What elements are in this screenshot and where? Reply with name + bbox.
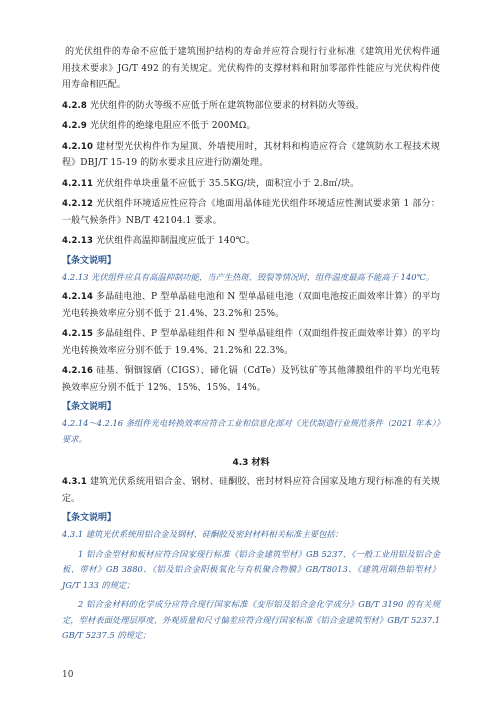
clause-number: 4.2.10 xyxy=(62,141,94,152)
paragraph xyxy=(62,44,440,94)
explanation-text: 4.2.14～4.2.16 条组件光电转换效率应符合工业和信息化部对《光伏制造行业规范条件（2021 年本）》要求。 xyxy=(62,418,440,444)
paragraph xyxy=(62,139,440,172)
explanation-heading: 【条文说明】 xyxy=(62,513,117,523)
clause-number: 4.2.13 xyxy=(62,236,94,246)
paragraph xyxy=(62,326,440,359)
paragraph xyxy=(62,176,440,193)
explanation-heading: 【条文说明】 xyxy=(62,402,117,412)
paragraph xyxy=(62,98,440,115)
clause-number: 4.2.8 xyxy=(62,100,87,111)
clause-text: 光伏组件的绝缘电阻应不低于 200MΩ。 xyxy=(89,121,256,131)
clause-text: 建筑光伏系统用铝合金、钢材、硅酮胶、密封材料应符合国家及地方现行标准的有关规定。 xyxy=(62,477,440,504)
paragraph xyxy=(62,118,440,135)
paragraph xyxy=(62,363,440,396)
explanation-text: 4.2.13 光伏组件应具有高温抑制功能，当产生热斑、毁裂等情况时，组件温度最高不能高于 140℃。 xyxy=(62,271,435,282)
explanation-heading: 【条文说明】 xyxy=(62,255,117,266)
page-number: 10 xyxy=(62,670,74,680)
paragraph xyxy=(62,233,440,250)
clause-text: 光伏组件高温抑制温度应低于 140℃。 xyxy=(96,236,255,246)
clause-number: 4.2.15 xyxy=(62,329,94,339)
clause-number: 4.2.11 xyxy=(62,178,94,189)
clause-number: 4.2.14 xyxy=(62,292,94,302)
clause-text: 光伏组件单块重量不应低于 35.5KG/块，面积宜小于 2.8㎡/块。 xyxy=(96,178,360,189)
paragraph xyxy=(62,474,440,507)
explanation-text: 2 铝合金材料的化学成分应符合现行国家标准《变形铝及铝合金化学成分》GB/T 3190 的有关规定，型材表面处理层厚度、外观质量和尺寸偏差应符合现行国家标准《铝合金建筑型材》GB/T 5237.1 GB/T 5237.5 的规定； xyxy=(62,599,440,640)
clause-text: 光伏组件环境适应性应符合《地面用晶体硅光伏组件环境适应性测试要求第 1 部分：一般气候条件》NB/T 42104.1 要求。 xyxy=(62,199,440,226)
clause-text: 多晶硅电池、P 型单晶硅电池和 N 型单晶硅电池（双面电池按正面效率计算）的平均光电转换效率应分别不低于 21.4%、23.2%和 25%。 xyxy=(62,292,440,319)
clause-number: 4.2.9 xyxy=(62,121,87,131)
clause-text: 光伏组件的防火等级不应低于所在建筑物部位要求的材料防火等级。 xyxy=(89,100,365,111)
paragraph xyxy=(62,196,440,229)
clause-number: 4.3.1 xyxy=(62,477,87,487)
explanation-text: 4.3.1 建筑光伏系统用铝合金及钢材、硅酮胶及密封材料相关标准主要包括： xyxy=(62,529,343,539)
clause-text: 硅基、铜铟镓硒（CIGS）、碲化镉（CdTe）及钙钛矿等其他薄膜组件的平均光电转换效率应分别不低于 12%、15%、15%、14%。 xyxy=(62,366,440,393)
paragraph xyxy=(62,289,440,322)
clause-text: 建材型光伏构件作为屋顶、外墙使用时，其材料和构造应符合《建筑防水工程技术规程》DBJ/T 15-19 的防水要求且应进行防潮处理。 xyxy=(62,141,440,168)
document-page xyxy=(62,44,440,648)
clause-text: 的光伏组件的寿命不应低于建筑围护结构的寿命并应符合现行行业标准《建筑用光伏构件通用技术要求》JG/T 492 的有关规定。光伏构件的支撑材料和附加零部件性能应与光伏构件使用寿命相匹配。 xyxy=(62,47,440,90)
section-title: 4.3 材料 xyxy=(232,458,270,468)
clause-text: 多晶硅组件、P 型单晶硅组件和 N 型单晶硅组件（双面组件按正面效率计算）的平均光电转换效率应分别不低于 19.4%、21.2%和 22.3%。 xyxy=(62,329,440,356)
clause-number: 4.2.16 xyxy=(62,366,94,376)
explanation-text: 1 铝合金型材和板材应符合国家现行标准《铝合金建筑型材》GB 5237、《一般工业用铝及铝合金板、带材》GB 3880、《铝及铝合金阳极氧化与有机聚合物膜》GB/T8013、《建筑用隔热铝型材》JG/T 133 的规定； xyxy=(62,548,440,590)
clause-number: 4.2.12 xyxy=(62,199,94,209)
